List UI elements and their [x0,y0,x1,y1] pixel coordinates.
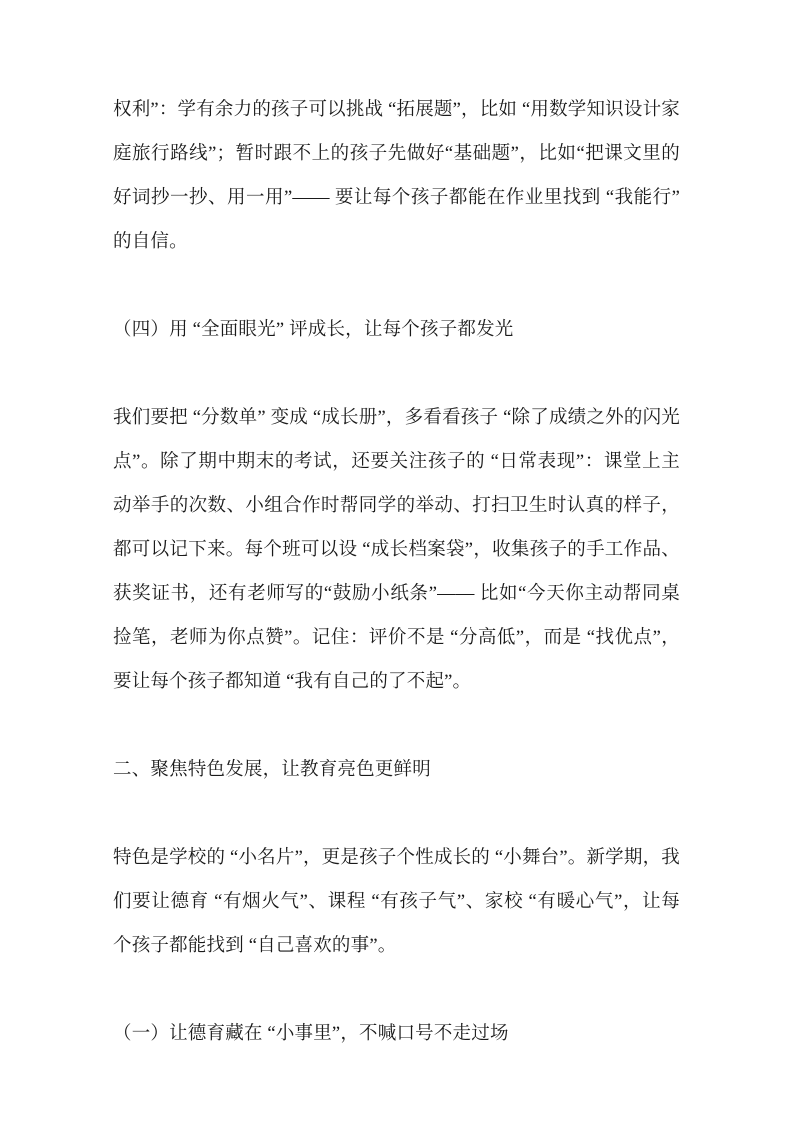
paragraph-heading-section-4: （四）用 “全面眼光” 评成长，让每个孩子都发光 [113,320,514,340]
paragraph-heading-section-2: 二、聚焦特色发展，让教育亮色更鲜明 [113,760,431,780]
document-body [113,88,680,1056]
paragraph-1: 权利”：学有余力的孩子可以挑战 “拓展题”，比如 “用数学知识设计家庭旅行路线”；暂时跟不上的孩子先做好“基础题”，比如“把课文里的好词抄一抄、用一用”—— 要让每个孩子都能在作业里找到 “我能行” 的自信。 [113,100,680,252]
paragraph-2: 我们要把 “分数单” 变成 “成长册”，多看看孩子 “除了成绩之外的闪光点”。除了期中期末的考试，还要关注孩子的 “日常表现”：课堂上主动举手的次数、小组合作时帮同学的举动、打扫卫生时认真的样子，都可以记下来。每个班可以设 “成长档案袋”，收集孩子的手工作品、获奖证书，还有老师写的“鼓励小纸条”—— 比如“今天你主动帮同桌捡笔，老师为你点赞”。记住：评价不是 “分高低”，而是 “找优点”，要让每个孩子都知道 “我有自己的了不起”。 [113,408,680,692]
paragraph-heading-subsection-1: （一）让德育藏在 “小事里”，不喊口号不走过场 [113,1024,509,1044]
paragraph-3: 特色是学校的 “小名片”，更是孩子个性成长的 “小舞台”。新学期，我们要让德育 “有烟火气”、课程 “有孩子气”、家校 “有暖心气”，让每个孩子都能找到 “自己喜欢的事”。 [113,848,680,956]
